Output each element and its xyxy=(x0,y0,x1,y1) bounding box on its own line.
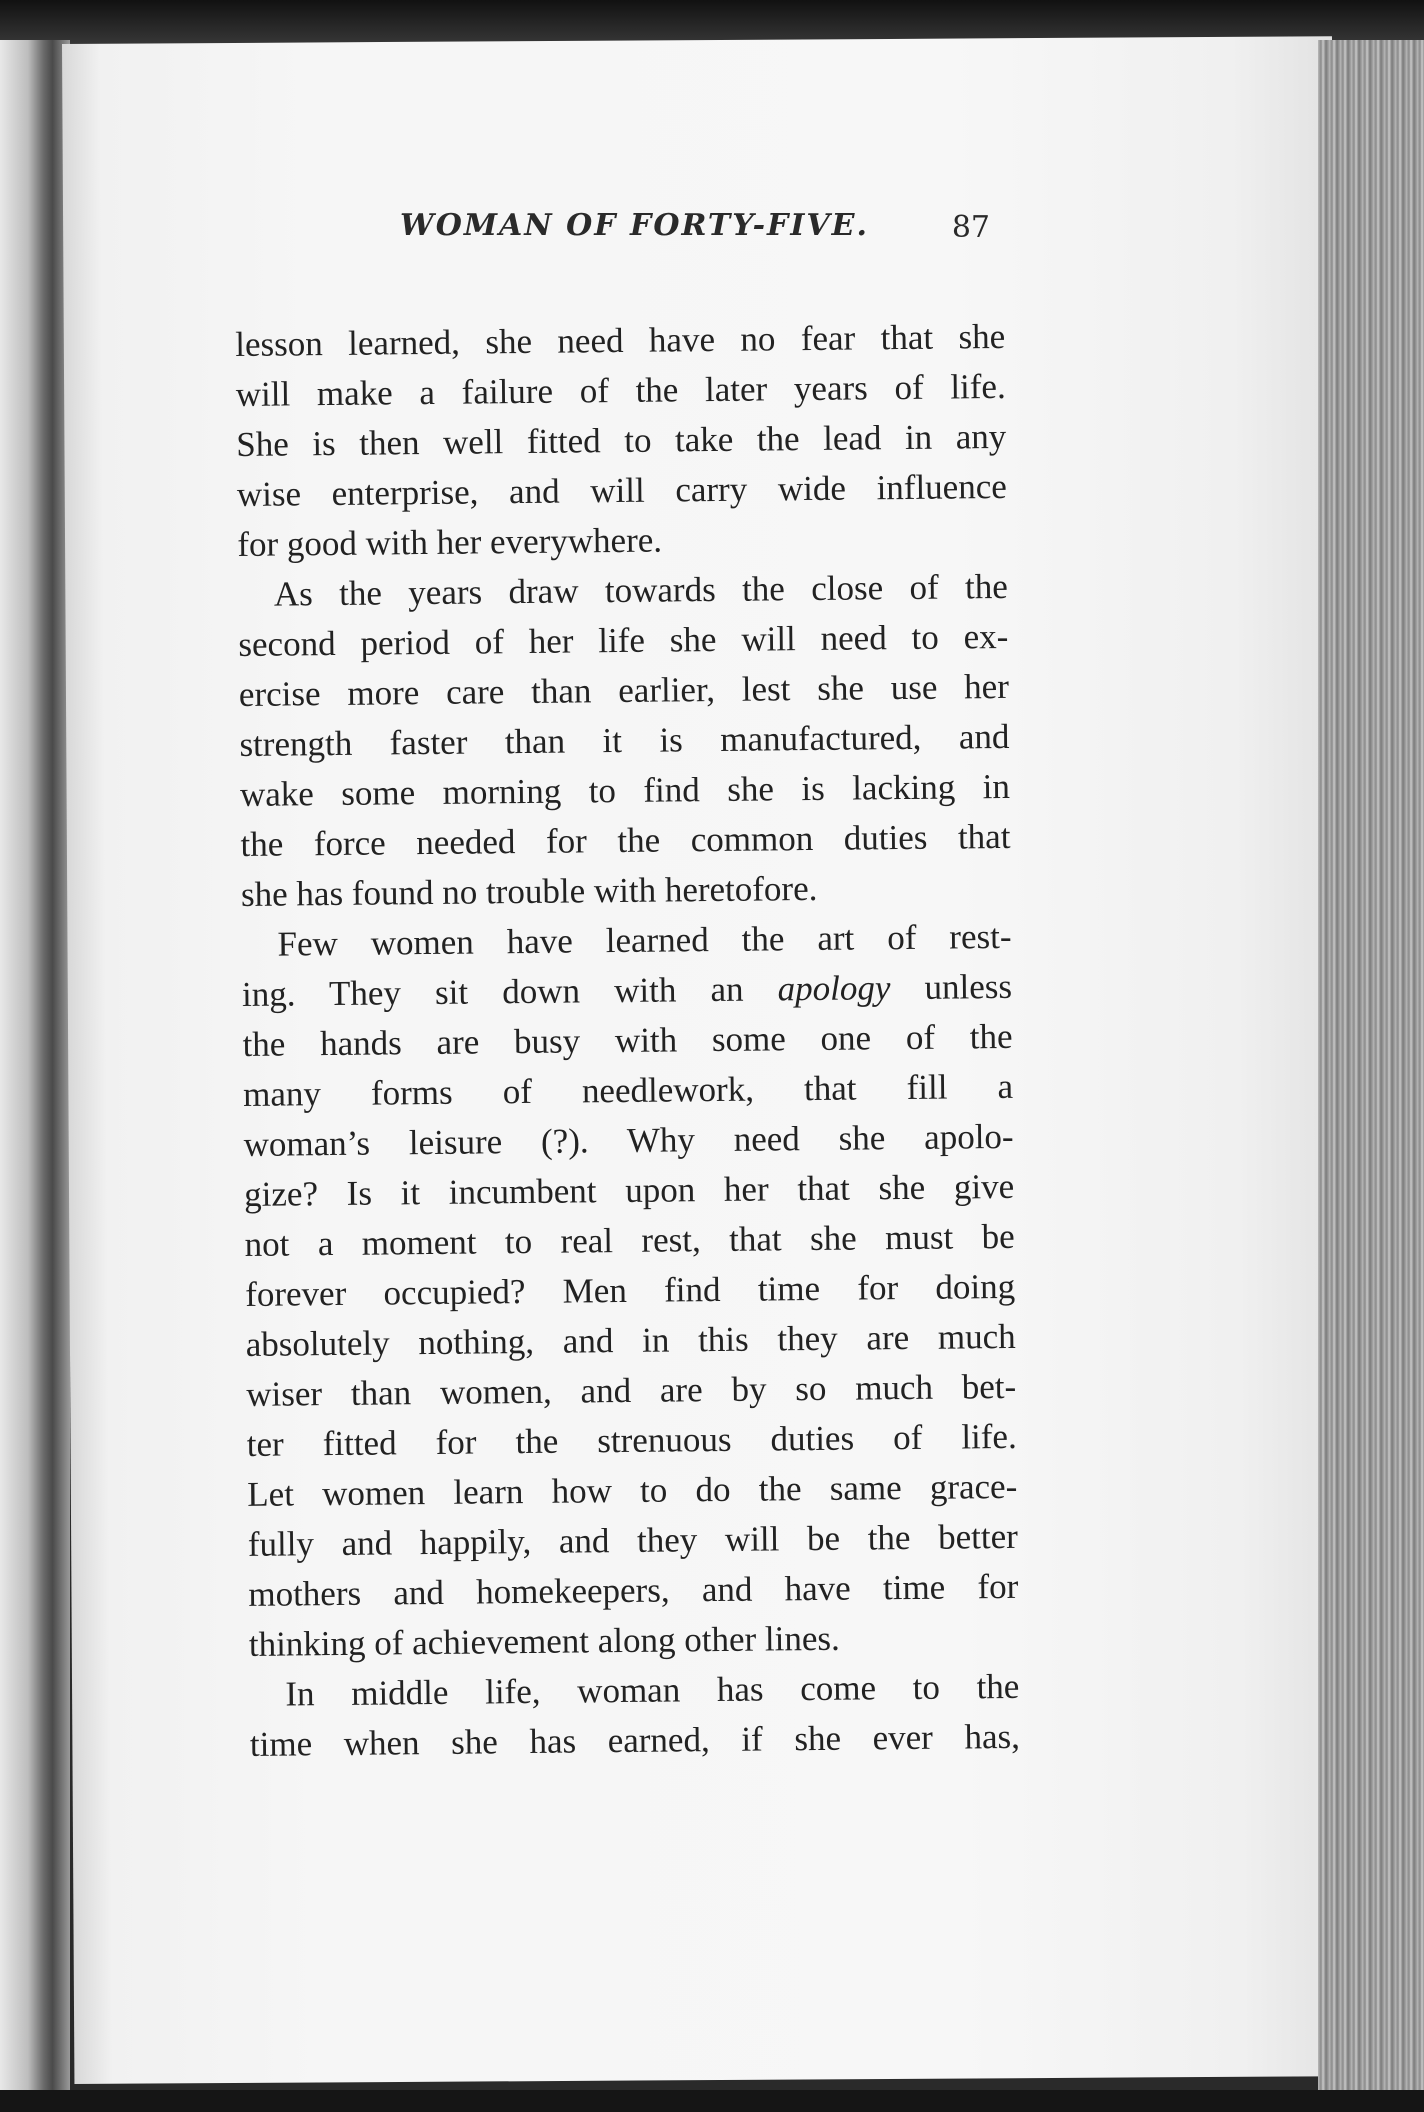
text-line: Few women have learned the art of rest- xyxy=(277,916,1012,964)
text-line: not a moment to real rest, that she must be xyxy=(244,1216,1015,1264)
text-line: the hands are busy with some one of the xyxy=(242,1016,1013,1064)
text-line: lesson learned, she need have no fear that she xyxy=(235,316,1006,364)
text-line: will make a failure of the later years of life. xyxy=(235,366,1006,414)
text-line: she has found no trouble with heretofore. xyxy=(240,868,818,914)
text-line: wake some morning to find she is lacking in xyxy=(239,766,1011,814)
text-line: In middle life, woman has come to the xyxy=(285,1666,1020,1714)
text-line: mothers and homekeepers, and have time for xyxy=(248,1566,1019,1614)
text-line: wiser than women, and are by so much bet- xyxy=(246,1366,1017,1414)
emphasized-word: apology xyxy=(777,968,891,1009)
text-line: many forms of needlework, that fill a xyxy=(242,1066,1014,1114)
text-line: Let women learn how to do the same grace- xyxy=(247,1466,1018,1514)
text-line: strength faster than it is manufactured, and xyxy=(239,716,1010,764)
book-gutter xyxy=(0,40,70,2112)
running-title: WOMAN OF FORTY-FIVE. xyxy=(400,208,869,243)
text-line: ing. They sit down with an apology unless xyxy=(241,966,1013,1014)
scan-bottom-shadow xyxy=(0,2090,1424,2112)
text-line: thinking of achievement along other lines. xyxy=(248,1618,840,1664)
page-header xyxy=(330,208,1000,268)
text-line: for good with her everywhere. xyxy=(237,520,663,564)
text-line: woman’s leisure (?). Why need she apolo- xyxy=(243,1116,1014,1164)
text-line: second period of her life she will need to ex- xyxy=(238,616,1009,664)
text-line: time when she has earned, if she ever has, xyxy=(249,1716,1021,1764)
text-line: As the years draw towards the close of the xyxy=(273,566,1009,614)
text-line: fully and happily, and they will be the better xyxy=(247,1516,1018,1564)
page-number: 87 xyxy=(951,210,990,245)
text-line: She is then well fitted to take the lead in any xyxy=(236,416,1007,464)
text-line: ercise more care than earlier, lest she use her xyxy=(238,666,1010,714)
page-edges xyxy=(1318,40,1424,2100)
text-line: gize? Is it incumbent upon her that she give xyxy=(243,1166,1015,1214)
text-line: the force needed for the common duties that xyxy=(240,816,1011,864)
text-line: wise enterprise, and will carry wide influence xyxy=(236,466,1007,514)
body-text xyxy=(235,312,1020,1770)
text-line: forever occupied? Men find time for doing xyxy=(245,1266,1016,1314)
text-line: ter fitted for the strenuous duties of life. xyxy=(246,1416,1017,1464)
text-line: absolutely nothing, and in this they are much xyxy=(245,1316,1016,1364)
